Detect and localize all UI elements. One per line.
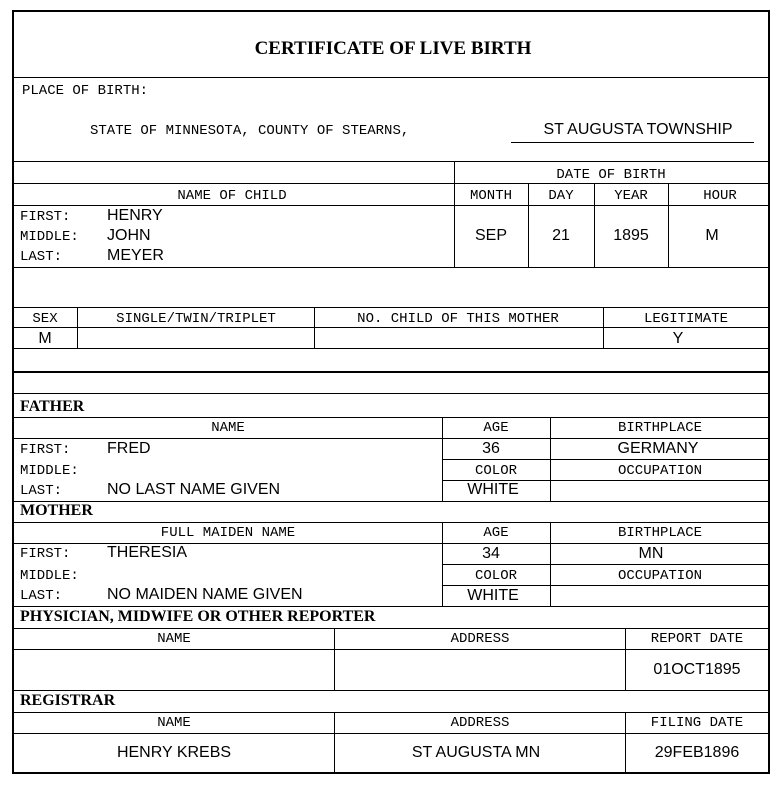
divider xyxy=(594,183,595,267)
child-first-name: HENRY xyxy=(107,207,163,224)
mother-last-label: LAST: xyxy=(20,588,63,604)
mother-color-value: WHITE xyxy=(467,587,519,604)
divider xyxy=(625,628,626,690)
filing-date-value: 29FEB1896 xyxy=(654,744,740,761)
child-middle-label: MIDDLE: xyxy=(20,229,79,245)
divider xyxy=(442,585,768,586)
father-middle-label: MIDDLE: xyxy=(20,463,79,479)
mother-middle-label: MIDDLE: xyxy=(20,568,79,584)
state-county-text: STATE OF MINNESOTA, COUNTY OF STEARNS, xyxy=(90,123,410,139)
child-first-label: FIRST: xyxy=(20,209,71,225)
father-first-name: FRED xyxy=(107,440,151,457)
mother-color-header: COLOR xyxy=(474,568,518,584)
plurality-header: SINGLE/TWIN/TRIPLET xyxy=(116,311,276,327)
child-number-header: NO. CHILD OF THIS MOTHER xyxy=(357,311,559,327)
father-birthplace-header: BIRTHPLACE xyxy=(617,420,703,436)
divider xyxy=(454,161,455,267)
divider xyxy=(442,459,768,460)
year-header: YEAR xyxy=(614,188,648,204)
sex-value: M xyxy=(38,330,52,347)
divider xyxy=(334,712,335,774)
mother-age-header: AGE xyxy=(483,525,509,541)
divider xyxy=(334,628,335,690)
father-age-header: AGE xyxy=(483,420,509,436)
father-age-value: 36 xyxy=(482,440,500,457)
child-middle-name: JOHN xyxy=(107,227,151,244)
divider xyxy=(14,205,768,206)
date-of-birth-label: DATE OF BIRTH xyxy=(556,167,666,183)
divider xyxy=(14,417,768,418)
registrar-address-value: ST AUGUSTA MN xyxy=(411,744,541,761)
name-of-child-header: NAME OF CHILD xyxy=(177,188,287,204)
divider xyxy=(14,183,768,184)
registrar-name-header: NAME xyxy=(157,715,191,731)
mother-age-value: 34 xyxy=(482,545,500,562)
father-last-name: NO LAST NAME GIVEN xyxy=(107,481,281,498)
month-header: MONTH xyxy=(469,188,513,204)
mother-section-label: MOTHER xyxy=(20,502,93,519)
mother-occupation-header: OCCUPATION xyxy=(617,568,703,584)
day-header: DAY xyxy=(548,188,574,204)
place-of-birth-label: PLACE OF BIRTH: xyxy=(22,83,149,99)
father-last-label: LAST: xyxy=(20,483,63,499)
physician-address-header: ADDRESS xyxy=(450,631,510,647)
divider xyxy=(528,183,529,267)
father-birthplace-value: GERMANY xyxy=(617,440,699,457)
report-date-value: 01OCT1895 xyxy=(653,661,741,678)
father-first-label: FIRST: xyxy=(20,442,71,458)
divider xyxy=(14,348,768,349)
divider xyxy=(14,307,768,308)
birth-hour-value: M xyxy=(705,227,719,244)
divider xyxy=(14,267,768,268)
divider xyxy=(14,327,768,328)
mother-first-name: THERESIA xyxy=(107,544,188,561)
birth-month-value: SEP xyxy=(474,227,508,244)
legitimate-header: LEGITIMATE xyxy=(643,311,729,327)
report-date-header: REPORT DATE xyxy=(650,631,744,647)
registrar-address-header: ADDRESS xyxy=(450,715,510,731)
birth-day-value: 21 xyxy=(552,227,570,244)
divider xyxy=(14,606,768,607)
divider xyxy=(14,371,768,373)
mother-last-name: NO MAIDEN NAME GIVEN xyxy=(107,586,303,603)
registrar-section-label: REGISTRAR xyxy=(20,692,116,709)
divider xyxy=(14,690,768,691)
registrar-name-value: HENRY KREBS xyxy=(116,744,232,761)
hour-header: HOUR xyxy=(703,188,737,204)
sex-header: SEX xyxy=(32,311,58,327)
filing-date-header: FILING DATE xyxy=(650,715,744,731)
mother-first-label: FIRST: xyxy=(20,546,71,562)
mother-name-header: FULL MAIDEN NAME xyxy=(160,525,296,541)
mother-birthplace-header: BIRTHPLACE xyxy=(617,525,703,541)
certificate-title: CERTIFICATE OF LIVE BIRTH xyxy=(254,38,532,59)
township-underline xyxy=(511,142,754,143)
divider xyxy=(14,522,768,523)
physician-name-header: NAME xyxy=(157,631,191,647)
divider xyxy=(14,712,768,713)
father-color-value: WHITE xyxy=(467,481,519,498)
divider xyxy=(14,649,768,650)
divider xyxy=(442,564,768,565)
divider xyxy=(14,161,768,162)
divider xyxy=(668,183,669,267)
divider xyxy=(14,501,768,502)
father-section-label: FATHER xyxy=(20,398,85,415)
birth-year-value: 1895 xyxy=(613,227,649,244)
father-color-header: COLOR xyxy=(474,463,518,479)
father-name-header: NAME xyxy=(211,420,245,436)
mother-birthplace-value: MN xyxy=(638,545,664,562)
child-last-name: MEYER xyxy=(107,247,164,264)
divider xyxy=(14,77,768,78)
divider xyxy=(14,393,768,394)
legitimate-value: Y xyxy=(672,330,684,347)
child-last-label: LAST: xyxy=(20,249,63,265)
physician-section-label: PHYSICIAN, MIDWIFE OR OTHER REPORTER xyxy=(20,608,376,625)
township-value: ST AUGUSTA TOWNSHIP xyxy=(543,121,733,138)
divider xyxy=(14,733,768,734)
father-occupation-header: OCCUPATION xyxy=(617,463,703,479)
divider xyxy=(625,712,626,774)
divider xyxy=(14,438,768,439)
divider xyxy=(14,628,768,629)
birth-certificate-form xyxy=(12,10,770,774)
